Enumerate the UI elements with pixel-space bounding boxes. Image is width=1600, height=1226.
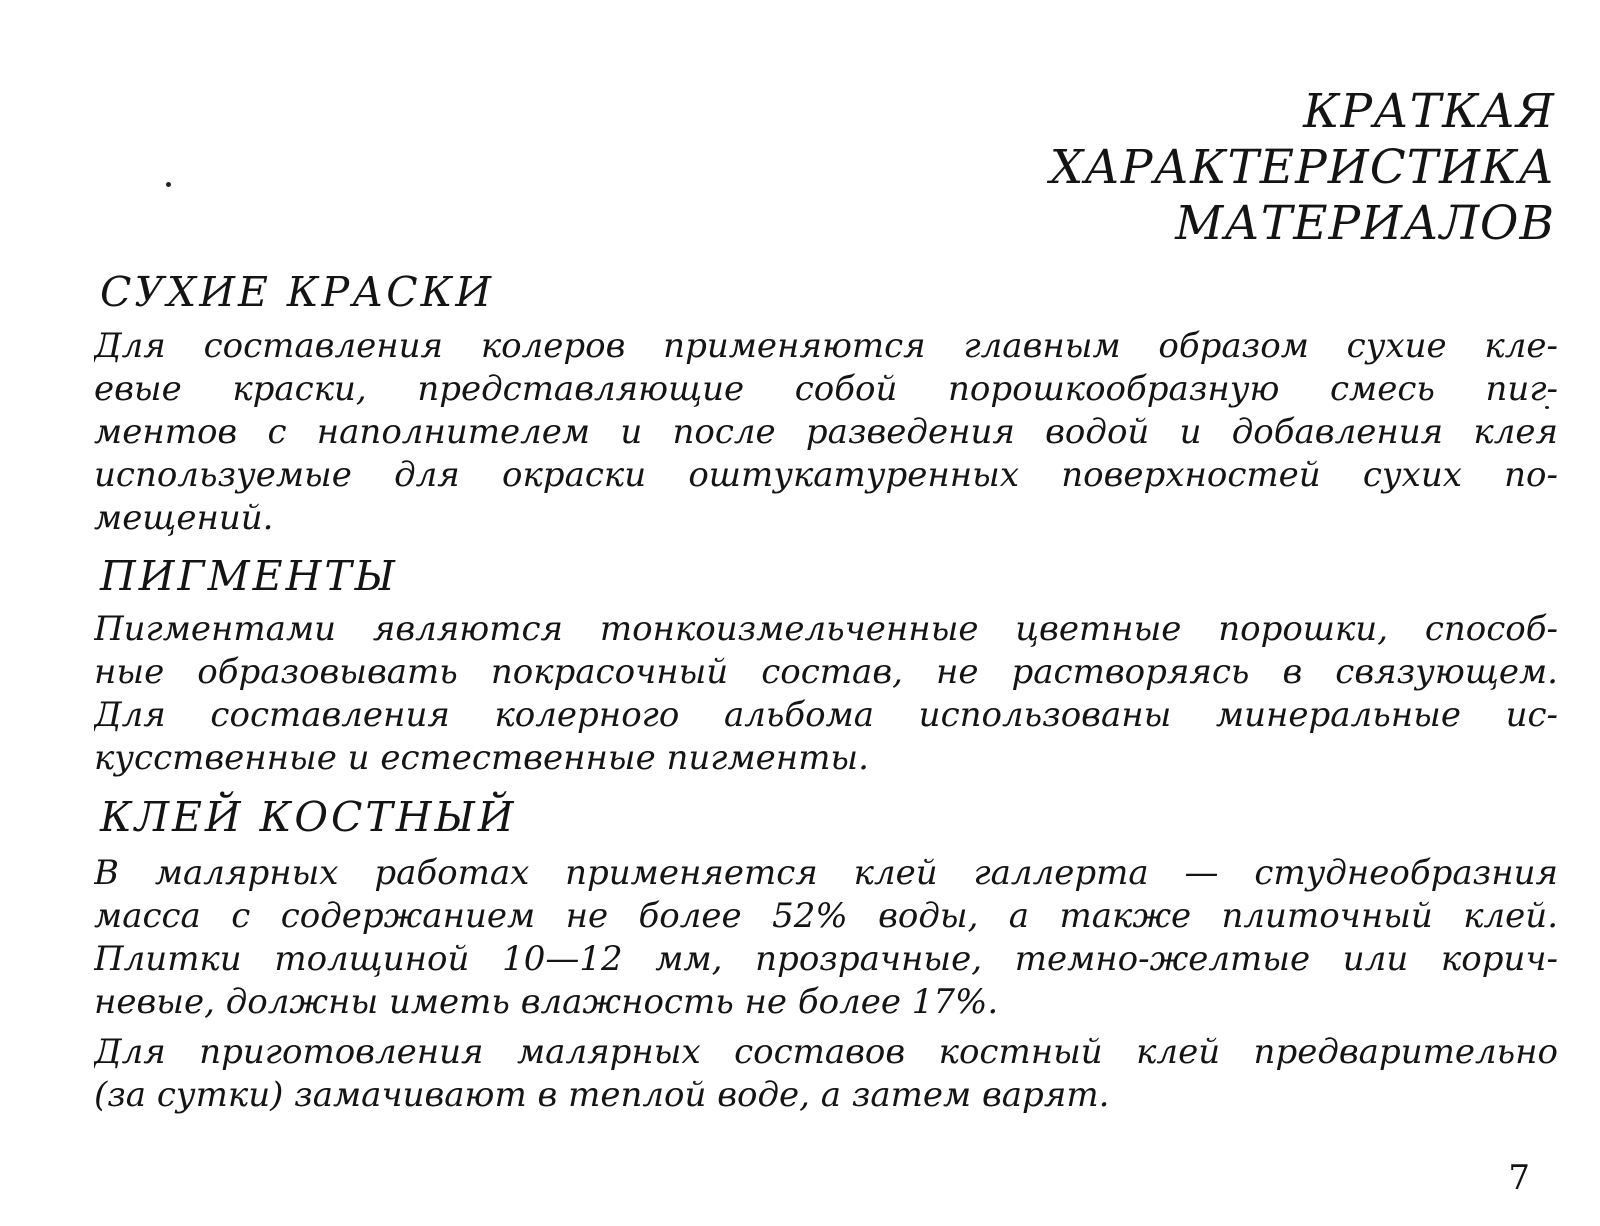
paragraph-bone-glue xyxy=(94,852,1558,1024)
text-line: кусственные и естественные пигменты. xyxy=(94,738,869,778)
text-line: Для приготовления малярных составов костный клей предварительно xyxy=(94,1032,1558,1072)
print-speck xyxy=(166,182,171,187)
page-number: 7 xyxy=(1508,1158,1530,1198)
title-line: ХАРАКТЕРИСТИКА xyxy=(1049,140,1555,195)
text-line: (за сутки) замачивают в теплой воде, а затем варят. xyxy=(94,1075,1110,1115)
text-line: Для составления колерного альбома использованы минеральные ис- xyxy=(94,695,1558,735)
text-line: используемые для окраски оштукатуренных поверхностей сухих по- xyxy=(94,455,1558,495)
page-title xyxy=(1050,84,1555,252)
text-line: Пигментами являются тонкоизмельченные цветные порошки, способ- xyxy=(94,609,1558,649)
paragraph-dry-paints xyxy=(94,325,1558,540)
text-line: В малярных работах применяется клей галлерта — студнеобразния xyxy=(94,853,1558,893)
text-line: Для составления колеров применяются главным образом сухие кле- xyxy=(94,326,1558,366)
text-line: мещений. xyxy=(94,498,274,538)
text-line: масса с содержанием не более 52% воды, а также плиточный клей. xyxy=(94,896,1558,936)
text-line: евые краски, представляющие собой порошкообразную смесь пиг- xyxy=(94,369,1558,409)
text-line: невые, должны иметь влажность не более 17%. xyxy=(94,982,999,1022)
title-line: КРАТКАЯ xyxy=(1303,84,1555,139)
text-line: Плитки толщиной 10—12 мм, прозрачные, темно-желтые или корич- xyxy=(94,939,1558,979)
section-heading-dry-paints: СУХИЕ КРАСКИ xyxy=(100,268,495,316)
title-line: МАТЕРИАЛОВ xyxy=(1175,196,1555,251)
text-line: ментов с наполнителем и после разведения водой и добавления клея xyxy=(94,412,1558,452)
text-line: ные образовывать покрасочный состав, не растворяясь в связующем. xyxy=(94,652,1558,692)
paragraph-pigments xyxy=(94,608,1558,780)
section-heading-pigments: ПИГМЕНТЫ xyxy=(100,552,399,600)
paragraph-bone-glue-preparation xyxy=(94,1031,1558,1117)
section-heading-bone-glue: КЛЕЙ КОСТНЫЙ xyxy=(100,793,517,841)
